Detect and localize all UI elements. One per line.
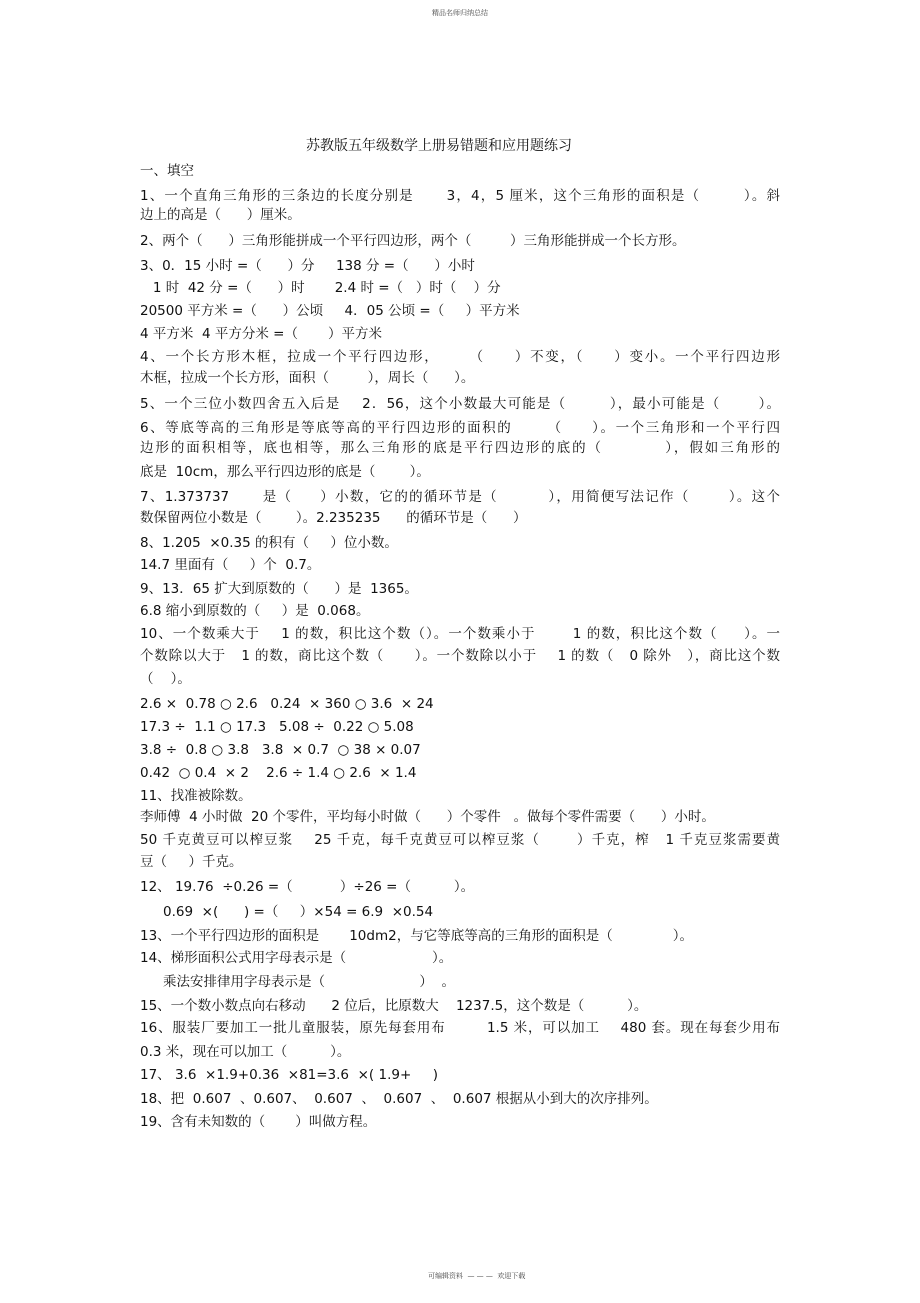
text-line: 15、一个数小数点向右移动 2 位后，比原数大 1237.5，这个数是（ ）。: [140, 998, 648, 1014]
text-line: 6、等底等高的三角形是等底等高的平行四边形的面积的 （ ）。一个三角形和一个平行四: [140, 420, 780, 436]
text-line: 3、0．15 小时 =（ ）分 138 分 =（ ）小时: [140, 258, 475, 274]
text-line: 20500 平方米 =（ ）公顷 4．05 公顷 =（ ）平方米: [140, 303, 520, 319]
text-line: 10、一个数乘大于 1 的数，积比这个数（）。一个数乘小于 1 的数，积比这个数（ ）。一: [140, 626, 780, 642]
text-line: 2、两个（ ）三角形能拼成一个平行四边形，两个（ ）三角形能拼成一个长方形。: [140, 233, 686, 249]
text-line: 6.8 缩小到原数的（ ）是 0.068。: [140, 603, 370, 619]
text-line: 19、含有未知数的（ ）叫做方程。: [140, 1114, 377, 1130]
text-line: 17、 3.6 ×1.9+0.36 ×81=3.6 ×( 1.9+ ): [140, 1067, 438, 1083]
text-line: 1、一个直角三角形的三条边的长度分别是 3，4，5 厘米，这个三角形的面积是（ ）。斜: [140, 188, 780, 204]
page-title: 苏教版五年级数学上册易错题和应用题练习: [306, 138, 572, 154]
text-line: 木框，拉成一个长方形，面积（ ），周长（ ）。: [140, 370, 475, 386]
text-line: 数保留两位小数是（ ）。2.235235 的循环节是（ ）: [140, 510, 527, 526]
text-line: 9、13．65 扩大到原数的（ ）是 1365。: [140, 581, 418, 597]
text-line: 17.3 ÷ 1.1 ○ 17.3 5.08 ÷ 0.22 ○ 5.08: [140, 719, 414, 735]
text-line: 边形的面积相等，底也相等，那么三角形的底是平行四边形的底的（ ），假如三角形的: [140, 440, 780, 456]
text-line: 18、把 0.607 、0.607、 0.607 、 0.607 、 0.607 根据从小到大的次序排列。: [140, 1091, 658, 1107]
text-line: 8、1.205 ×0.35 的积有（ ）位小数。: [140, 535, 398, 551]
text-line: 4 平方米 4 平方分米 =（ ）平方米: [140, 326, 382, 342]
text-line: 乘法安排律用字母表示是（ ） 。: [163, 974, 455, 990]
text-line: 1 时 42 分 =（ ）时 2.4 时 =（ ）时（ ）分: [140, 280, 501, 296]
text-line: 0.3 米，现在可以加工（ ）。: [140, 1044, 351, 1060]
text-line: 边上的高是（ ）厘米。: [140, 207, 301, 223]
text-line: 李师傅 4 小时做 20 个零件，平均每小时做（ ）个零件 。做每个零件需要（ ）小时。: [140, 809, 715, 825]
text-line: 0.42 ○ 0.4 × 2 2.6 ÷ 1.4 ○ 2.6 × 1.4: [140, 765, 417, 781]
footer-note: 可编辑资料 — — — 欢迎下载: [428, 1272, 526, 1280]
text-line: 14、梯形面积公式用字母表示是（ ）。: [140, 950, 453, 966]
text-line: 个数除以大于 1 的数，商比这个数（ ）。一个数除以小于 1 的数（ 0 除外 ），商比这个数: [140, 648, 780, 664]
text-line: 豆（ ）千克。: [140, 854, 243, 870]
text-line: 11、找准被除数。: [140, 788, 252, 804]
text-line: 12、 19.76 ÷0.26 =（ ）÷26 =（ ）。: [140, 879, 475, 895]
section-heading: 一、填空: [140, 163, 194, 179]
text-line: 50 千克黄豆可以榨豆浆 25 千克，每千克黄豆可以榨豆浆（ ）千克，榨 1 千克豆浆需要黄: [140, 832, 780, 848]
text-line: （ ）。: [140, 671, 191, 687]
text-line: 16、服装厂要加工一批儿童服装，原先每套用布 1.5 米，可以加工 480 套。现在每套少用布: [140, 1020, 780, 1036]
text-line: 3.8 ÷ 0.8 ○ 3.8 3.8 × 0.7 ○ 38 × 0.07: [140, 742, 421, 758]
text-line: 底是 10cm，那么平行四边形的底是（ ）。: [140, 464, 430, 480]
text-line: 0.69 ×( ) =（ ）×54 = 6.9 ×0.54: [163, 904, 434, 920]
text-line: 4、一个长方形木框，拉成一个平行四边形， （ ）不变，（ ）变小。一个平行四边形: [140, 349, 780, 365]
text-line: 2.6 × 0.78 ○ 2.6 0.24 × 360 ○ 3.6 × 24: [140, 696, 434, 712]
text-line: 13、一个平行四边形的面积是 10dm2，与它等底等高的三角形的面积是（ ）。: [140, 928, 694, 944]
text-line: 14.7 里面有（ ）个 0.7。: [140, 557, 321, 573]
text-line: 7、1.373737 是（ ）小数，它的的循环节是（ ），用简便写法记作（ ）。这个: [140, 489, 780, 505]
header-note: 精品名师归纳总结: [432, 9, 488, 17]
text-line: 5、一个三位小数四舍五入后是 2．56，这个小数最大可能是（ ），最小可能是（ ）。: [140, 396, 780, 412]
